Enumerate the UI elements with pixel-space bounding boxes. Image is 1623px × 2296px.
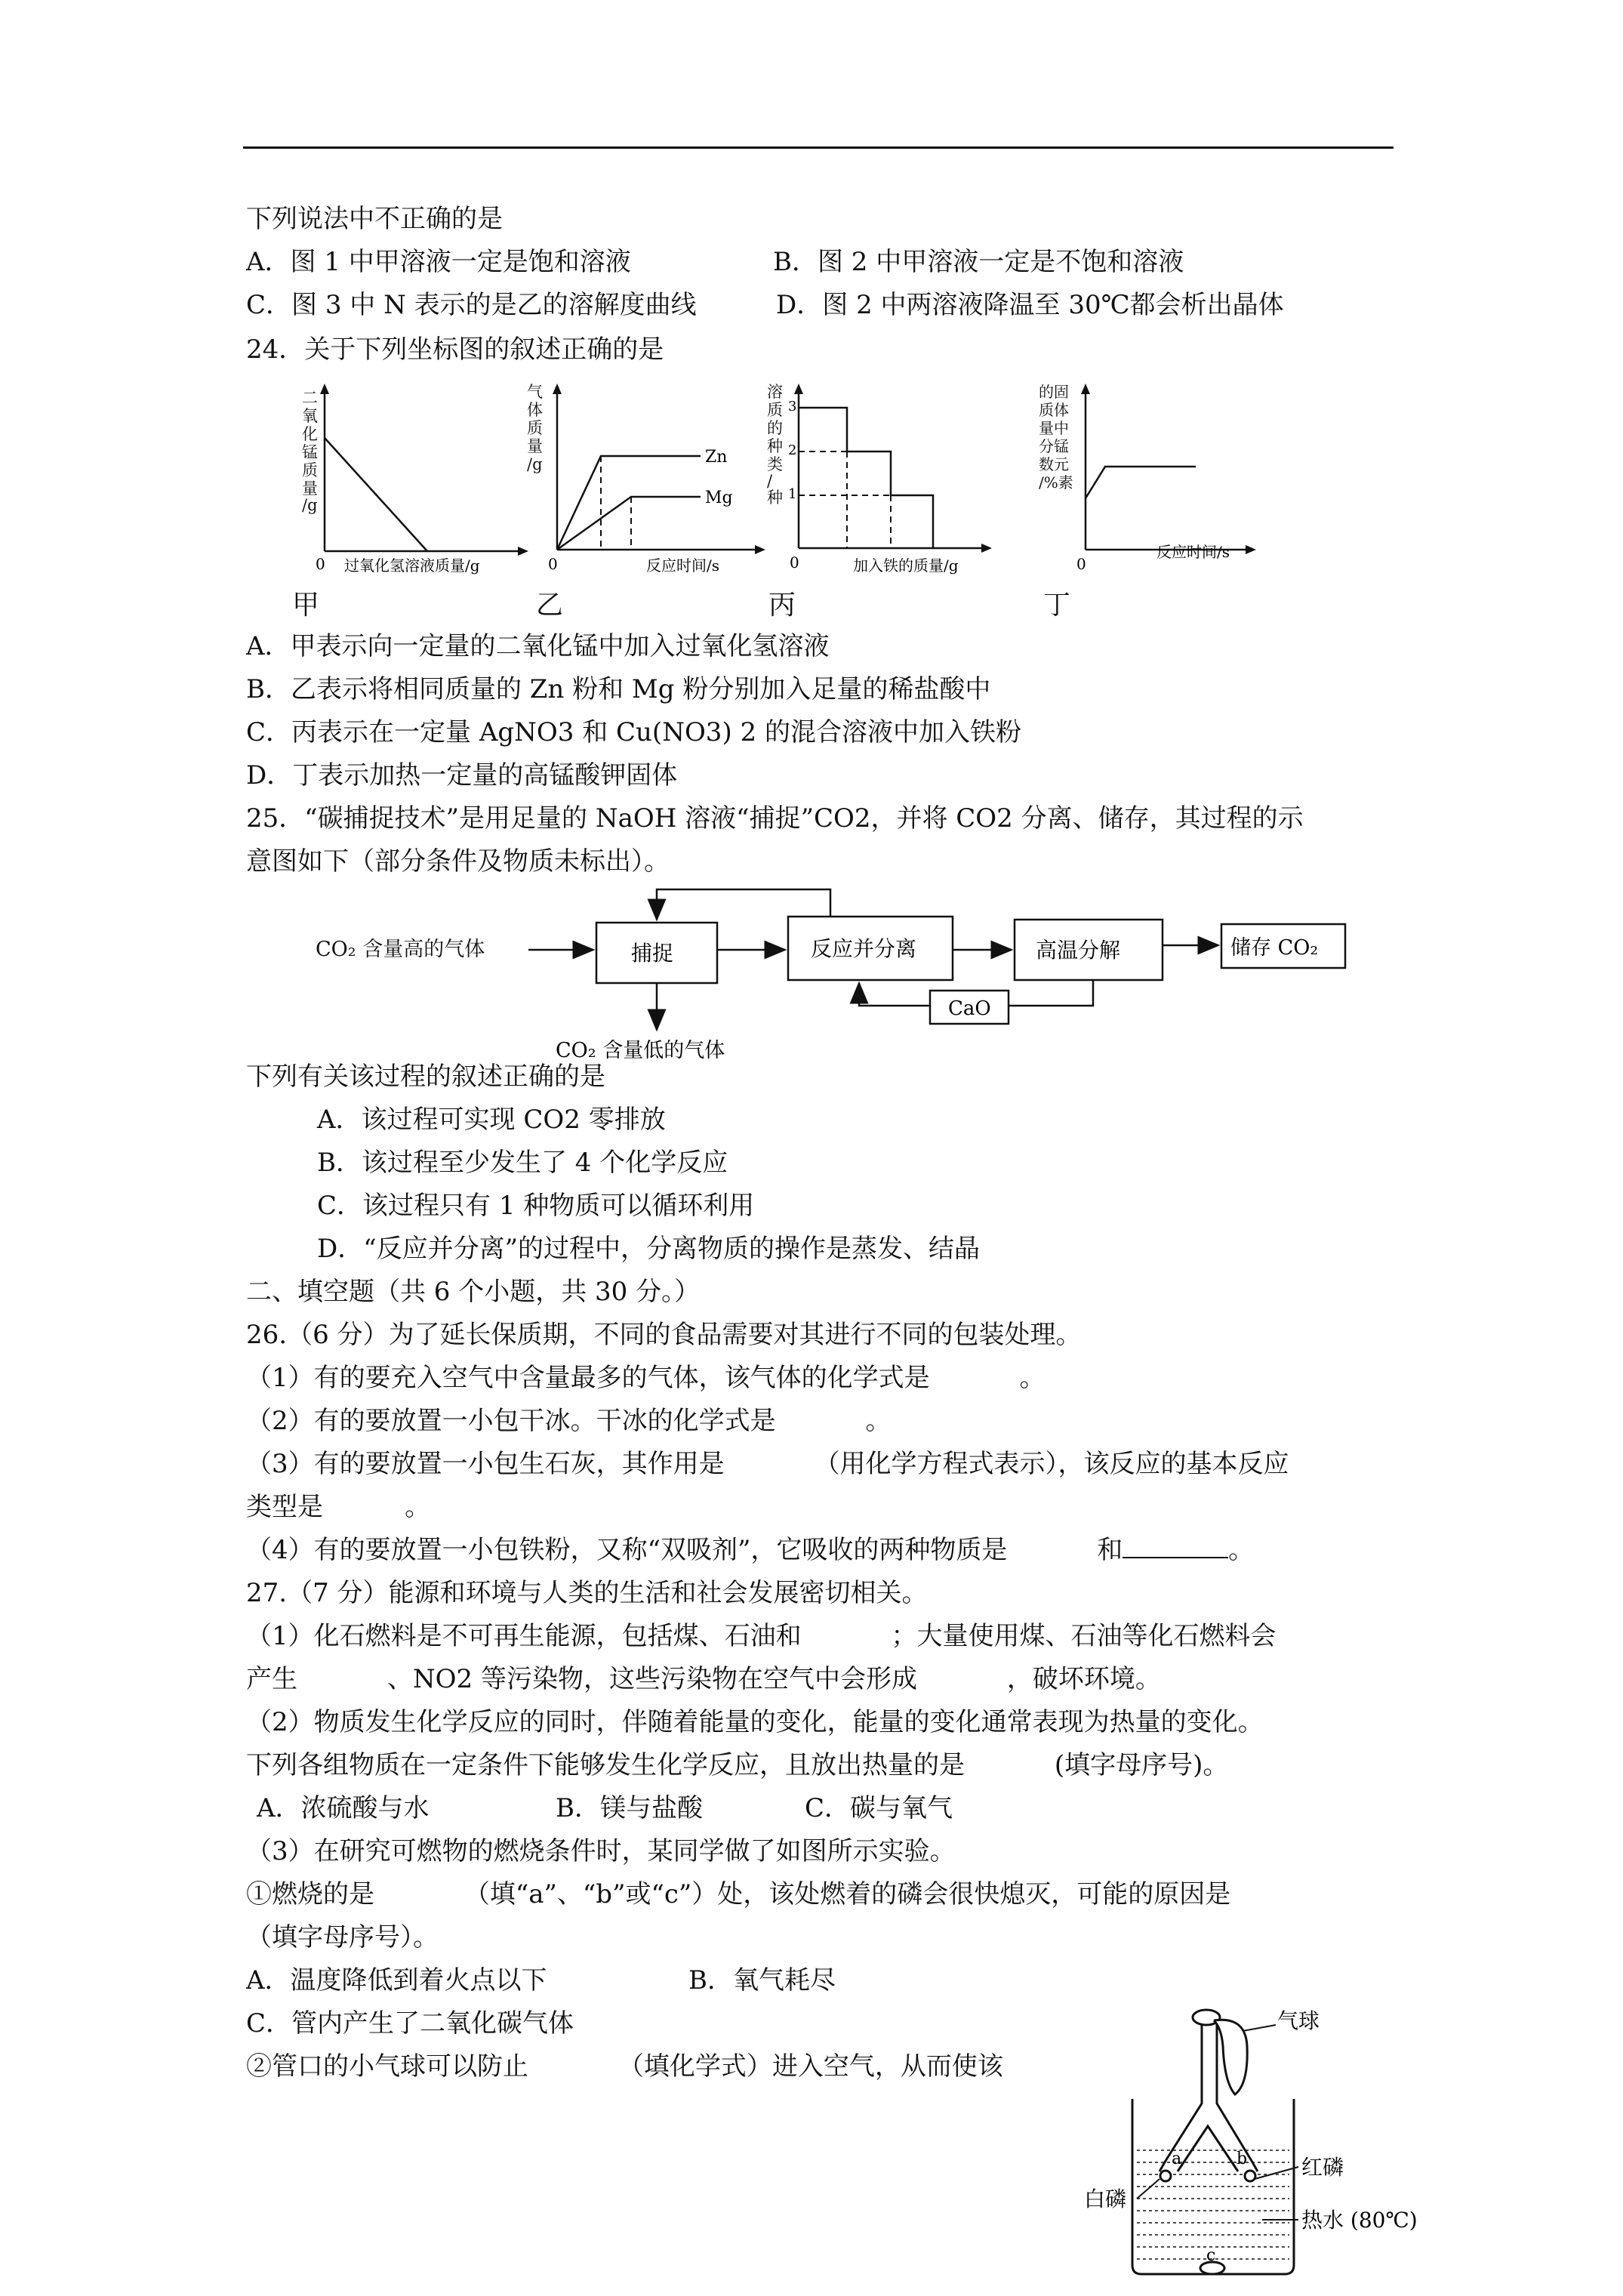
graph-bing-origin: 0 [790,553,799,572]
graph-ding-ylabel-5: 数元 [1039,455,1069,473]
graph-jia-ylabel-1: 二 [302,389,318,407]
graph-bing-ylabel-7: 种 [767,488,783,507]
graph-ding-ylabel-2: 质体 [1039,401,1069,419]
q27-part-2-option-a: A．浓硫酸与水 [257,1793,430,1823]
graph-ding-ylabel-3: 量中 [1039,419,1069,437]
graph-bing-steps [799,408,933,548]
q27-stem: 27.（7 分）能源和环境与人类的生活和社会发展密切相关。 [246,1578,928,1608]
balloon [1214,2020,1247,2094]
q27-part-2a: （2）物质发生化学反应的同时，伴随着能量的变化，能量的变化通常表现为热量的变化。 [246,1707,1264,1737]
q26-part-1: （1）有的要充入空气中含量最多的气体，该气体的化学式是 。 [246,1363,1046,1393]
flow-output-label: CO₂ 含量低的气体 [556,1039,725,1062]
graph-jia-ylabel-2: 氧 [302,407,318,425]
graph-yi-ylabel-1: 气 [527,383,543,401]
label-white-phosphorus: 白磷 [1084,2187,1127,2211]
combustion-apparatus-figure [1084,2001,1418,2288]
graph-yi-ylabel-5: /g [527,455,543,473]
label-b: b [1236,2150,1248,2168]
q23-stem: 下列说法中不正确的是 [246,204,503,234]
q24-stem: 24．关于下列坐标图的叙述正确的是 [246,334,664,365]
q27-part-3-option-c: C．管内产生了二氧化碳气体 [246,2008,574,2039]
flow-store-label: 储存 CO₂ [1230,936,1319,960]
q25-option-c: C．该过程只有 1 种物质可以循环利用 [317,1191,755,1221]
graph-yi-mg-label: Mg [705,488,733,507]
q23-option-d: D．图 2 中两溶液降温至 30℃都会析出晶体 [776,290,1284,320]
point-a [1160,2171,1171,2181]
graph-yi-ylabel-4: 量 [527,437,543,455]
q25-option-a: A．该过程可实现 CO2 零排放 [317,1105,666,1135]
graph-ding-caption: 丁 [1043,590,1071,621]
q27-part-3-q2: ②管口的小气球可以防止 （填化学式）进入空气，从而使该 [246,2051,1003,2082]
flow-input-label: CO₂ 含量高的气体 [316,938,485,961]
section-2-heading: 二、填空题（共 6 个小题，共 30 分。） [246,1277,701,1307]
header-rule [243,146,1394,149]
graph-ding-ylabel-1: 的固 [1039,383,1069,401]
q24-option-b: B．乙表示将相同质量的 Zn 粉和 Mg 粉分别加入足量的稀盐酸中 [246,674,991,704]
q24-option-c: C．丙表示在一定量 AgNO3 和 Cu(NO3) 2 的混合溶液中加入铁粉 [246,717,1021,747]
q27-part-1b: 产生 、NO2 等污染物，这些污染物在空气中会形成 ，破坏环境。 [246,1664,1161,1694]
q24-option-d: D．丁表示加热一定量的高锰酸钾固体 [246,760,678,791]
hot-water-hatching [1137,2150,1289,2259]
graph-bing-xlabel: 加入铁的质量/g [853,556,959,575]
point-b [1245,2171,1255,2181]
q23-option-a: A．图 1 中甲溶液一定是饱和溶液 [246,247,631,277]
flow-decompose-label: 高温分解 [1036,938,1121,963]
label-hot-water: 热水 (80℃) [1301,2208,1418,2233]
label-c: c [1206,2246,1216,2265]
graph-bing-ylabel-5: 类 [767,455,783,473]
graph-bing-ylabel-6: / [767,472,773,490]
graph-ding-ylabel-4: 分锰 [1039,437,1069,455]
label-balloon: 气球 [1277,2008,1320,2033]
flow-cao-label: CaO [948,997,991,1020]
graph-jia-ylabel-4: 锰 [302,443,318,461]
graph-yi-origin: 0 [548,555,558,573]
graph-ding-ylabel-6: /%素 [1039,473,1073,492]
graph-bing-ylabel-4: 种 [767,437,783,455]
q26-part-4-text: （4）有的要放置一小包铁粉，又称“双吸剂”，它吸收的两种物质是 和 [246,1535,1123,1565]
q26-part-3a: （3）有的要放置一小包生石灰，其作用是 （用化学方程式表示），该反应的基本反应 [246,1449,1289,1479]
q25-stem-2: 意图如下（部分条件及物质未标出）。 [246,846,670,877]
q27-part-2-option-b: B．镁与盐酸 [556,1793,703,1823]
q25-question: 下列有关该过程的叙述正确的是 [246,1062,605,1092]
label-red-phosphorus: 红磷 [1301,2155,1344,2180]
q26-part-3b: 类型是 。 [246,1492,431,1522]
graph-ding-origin: 0 [1076,555,1086,573]
graph-jia-ylabel-7: /g [302,496,318,514]
q27-part-3: （3）在研究可燃物的燃烧条件时，某同学做了如图所示实验。 [246,1836,956,1866]
graph-ding [1027,374,1268,578]
q25-stem-1: 25．“碳捕捉技术”是用足量的 NaOH 溶液“捕捉”CO2，并将 CO2 分离、储存，其过程的示 [246,803,1304,834]
graph-bing-caption: 丙 [768,590,796,621]
graph-bing-tick-3: 3 [788,399,797,415]
q23-option-b: B．图 2 中甲溶液一定是不饱和溶液 [773,247,1184,277]
q25-option-b: B．该过程至少发生了 4 个化学反应 [317,1148,728,1178]
graph-ding-xlabel: 反应时间/s [1156,543,1230,561]
q27-part-3-q1b: （填字母序号）。 [246,1922,439,1952]
graph-jia-xlabel: 过氧化氢溶液质量/g [344,556,480,575]
q23-option-c: C．图 3 中 N 表示的是乙的溶解度曲线 [246,290,697,320]
q27-part-3-option-a: A．温度降低到着火点以下 [246,1965,547,1996]
graph-jia [299,378,540,581]
graph-bing-ylabel-3: 的 [767,419,783,437]
graph-jia-caption: 甲 [292,590,320,621]
graph-yi-ylabel-3: 质 [527,419,543,437]
graph-ding-line [1086,467,1196,498]
graph-bing-tick-1: 1 [788,486,797,502]
q26-part-4 [246,1533,1254,1567]
graph-yi-ylabel-2: 体 [527,401,543,419]
q27-part-2b: 下列各组物质在一定条件下能够发生化学反应，且放出热量的是 (填字母序号)。 [246,1750,1229,1780]
q26-part-4-end: 。 [1228,1535,1255,1565]
graph-yi-zn-label: Zn [705,448,728,467]
flow-capture-label: 捕捉 [631,941,674,966]
q27-part-1a: （1）化石燃料是不可再生能源，包括煤、石油和 ；大量使用煤、石油等化石燃料会 [246,1621,1277,1651]
q26-stem: 26.（6 分）为了延长保质期，不同的食品需要对其进行不同的包装处理。 [246,1320,1082,1350]
graph-bing-tick-2: 2 [788,442,797,458]
q26-blank [1123,1534,1228,1558]
graph-bing-ylabel-2: 质 [767,401,783,419]
q25-flow-diagram [302,882,1404,1071]
graph-jia-origin: 0 [316,555,325,573]
graph-jia-ylabel-3: 化 [302,425,318,443]
q24-option-a: A．甲表示向一定量的二氧化锰中加入过氧化氢溶液 [246,631,830,661]
graph-yi-caption: 乙 [536,590,564,621]
q27-part-3-option-b: B．氧气耗尽 [688,1965,836,1996]
q27-part-3-q1a: ①燃烧的是 （填“a”、“b”或“c”）处，该处燃着的磷会很快熄灭，可能的原因是 [246,1879,1231,1909]
graph-yi-xlabel: 反应时间/s [646,556,720,575]
graph-jia-line [325,438,427,551]
q27-part-2-option-c: C．碳与氧气 [805,1793,953,1823]
graph-yi [525,378,775,581]
graph-jia-ylabel-5: 质 [302,461,318,479]
graph-bing [762,378,1004,581]
q25-option-d: D．“反应并分离”的过程中，分离物质的操作是蒸发、结晶 [317,1234,981,1264]
graph-yi-curve-zn [557,456,701,550]
q26-part-2: （2）有的要放置一小包干冰。干冰的化学式是 。 [246,1406,892,1436]
graph-bing-ylabel-1: 溶 [767,383,783,401]
label-a: a [1172,2150,1182,2168]
graph-jia-ylabel-6: 量 [302,479,318,498]
flow-react-label: 反应并分离 [811,936,917,961]
